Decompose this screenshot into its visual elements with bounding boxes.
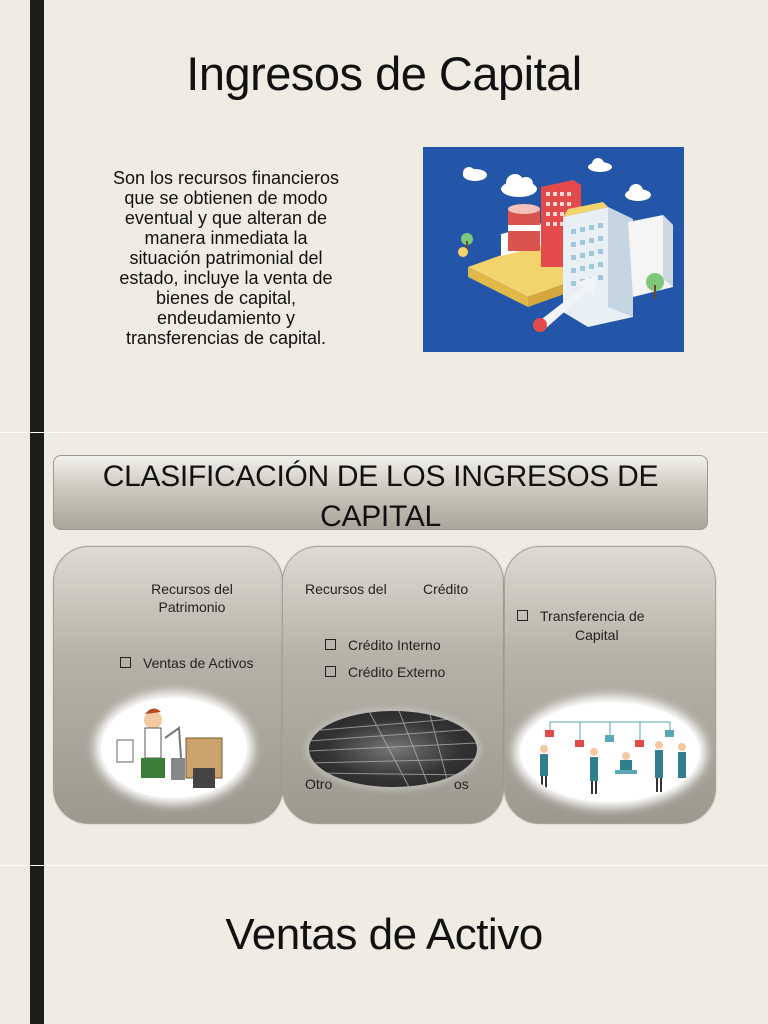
card-patrimonio [53,546,283,824]
team-network-illustration [520,702,700,802]
classification-banner [53,455,708,533]
card-heading-line-2: Patrimonio [158,599,226,615]
card-footer-left: Otro [305,776,333,792]
card-footer-right: os [454,776,469,792]
checkbox-bullet-icon [325,639,336,650]
card-heading-left: Recursos del [305,581,387,597]
list-item-transferencia-line-2: Capital [575,627,619,643]
list-item-credito-interno: Crédito Interno [325,636,441,654]
slide-title: Ingresos de Capital [186,47,582,100]
card-heading-line-1: Recursos del [151,581,233,597]
description-text: Son los recursos financieros que se obtienen de modo eventual y que alteran de manera inmediata la situación patrimonial del estado, incluye la venta de bienes de capital, endeudamiento y transferencias de capital. [112,168,340,348]
slide-title: Ventas de Activo [225,910,543,959]
banner-title-line-2: CAPITAL [320,500,441,533]
slide-3 [0,866,768,1024]
card-transferencia [504,546,716,824]
banner-title-line-1: CLASIFICACIÓN DE LOS INGRESOS DE [102,460,659,493]
capital-city-illustration [423,147,684,352]
list-item-ventas-activos: Ventas de Activos [120,654,254,672]
list-item-transferencia: Transferencia de [517,607,645,625]
slide-1 [0,0,768,432]
accent-bar [30,433,44,865]
list-item-credito-externo: Crédito Externo [325,663,445,681]
checkbox-bullet-icon [325,666,336,677]
checkbox-bullet-icon [517,610,528,621]
checkbox-bullet-icon [120,657,131,668]
binary-data-illustration [309,711,477,787]
salesman-illustration [101,698,247,798]
card-heading-right: Crédito [423,581,469,597]
card-credito [282,546,504,824]
